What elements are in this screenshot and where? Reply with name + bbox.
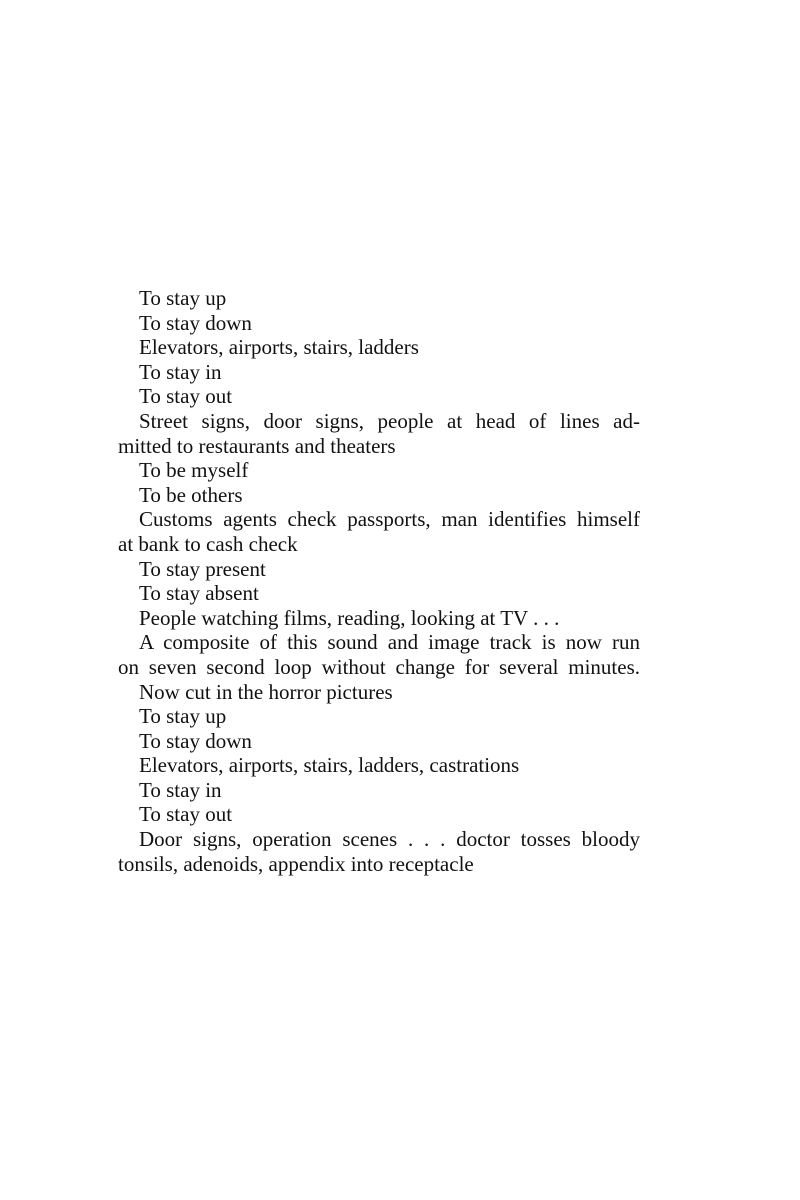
text-line: mitted to restaurants and theaters xyxy=(118,433,396,458)
text-line: at bank to cash check xyxy=(118,531,298,556)
text-line: To stay down xyxy=(139,310,252,335)
text-line: Customs agents check passports, man identifies himself xyxy=(139,507,640,532)
text-line: on seven second loop without change for several minutes. xyxy=(118,654,640,679)
text-block xyxy=(118,286,640,876)
text-line: Now cut in the horror pictures xyxy=(139,679,393,704)
text-line: Door signs, operation scenes . . . doctor tosses bloody xyxy=(139,827,640,852)
text-line: To be others xyxy=(139,482,243,507)
text-line: To stay up xyxy=(139,286,227,310)
text-line: To stay in xyxy=(139,359,222,384)
text-line: To be myself xyxy=(139,458,249,483)
text-line: To stay absent xyxy=(139,581,259,606)
text-line: tonsils, adenoids, appendix into receptacle xyxy=(118,851,474,876)
text-line: To stay down xyxy=(139,728,252,753)
text-line: To stay out xyxy=(139,384,233,409)
text-line: To stay out xyxy=(139,802,233,827)
text-line: To stay in xyxy=(139,777,222,802)
text-line: Elevators, airports, stairs, ladders, castrations xyxy=(139,753,520,778)
text-line: Street signs, door signs, people at head of lines ad- xyxy=(139,408,640,433)
text-line: A composite of this sound and image track is now run xyxy=(139,630,640,655)
text-line: People watching films, reading, looking at TV . . . xyxy=(139,605,560,630)
text-line: Elevators, airports, stairs, ladders xyxy=(139,335,419,360)
text-line: To stay up xyxy=(139,704,227,729)
text-line: To stay present xyxy=(139,556,266,581)
